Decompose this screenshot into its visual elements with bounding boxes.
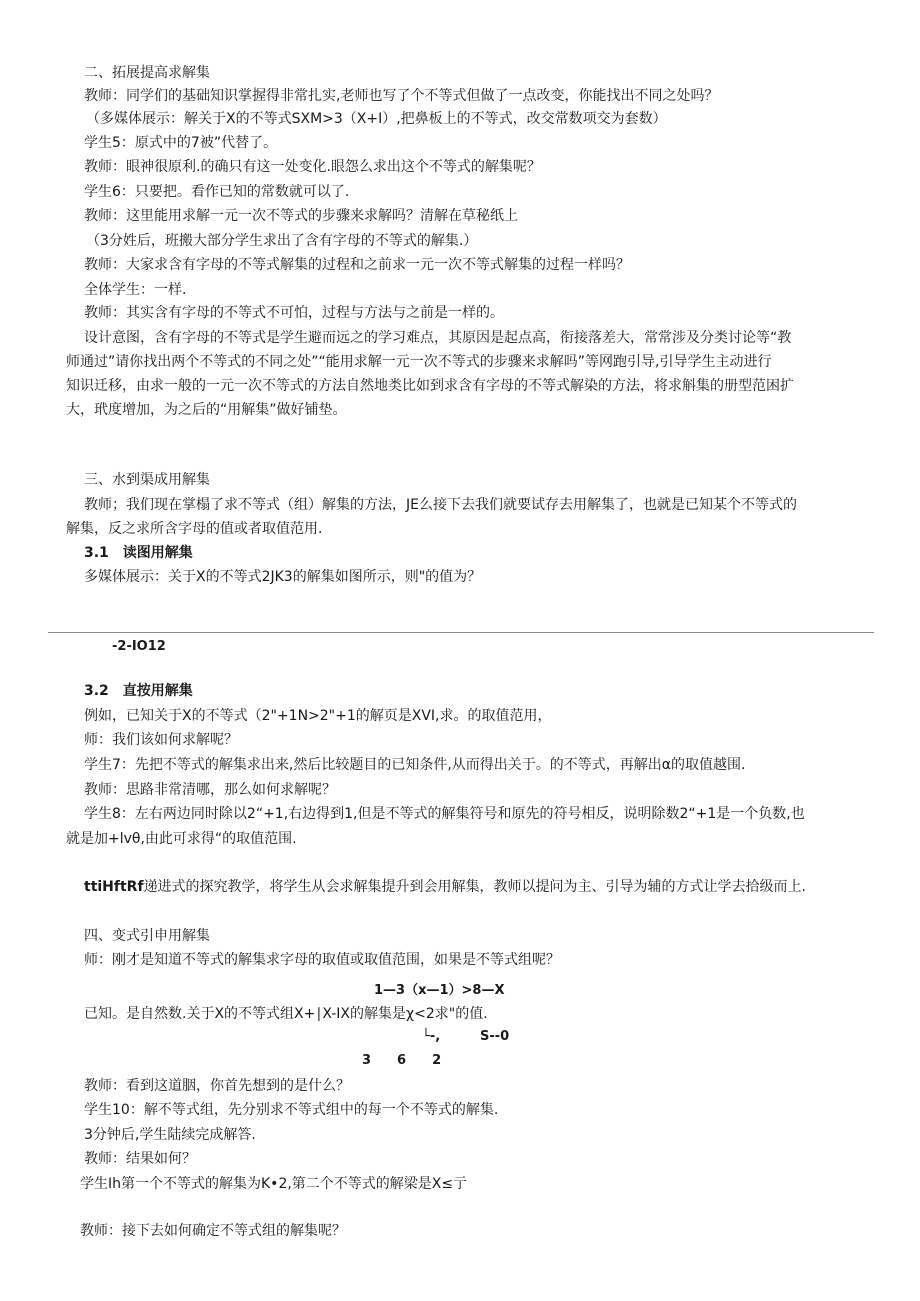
design-note-lead: ttiHftRf <box>84 879 144 895</box>
student-line: 学生Ih第一个不等式的解集为K•2,第二个不等式的解梁是X≤亍 <box>80 1176 468 1192</box>
students-line: 全体学生：一样. <box>84 282 187 298</box>
teacher-line: 教师：同学们的基础知识掌握得非常扎实,老师也写了个不等式但做了一点改变，你能找出不同之处吗？ <box>84 88 719 104</box>
teacher-line: 教师：眼神很原利.的确只有这一处变化.眼怨么求出这个不等式的解集呢？ <box>84 159 541 175</box>
student-line: 学生5：原式中的7被”代替了。 <box>84 135 278 151</box>
design-intent-line: 知识迁移，由求一般的一元一次不等式的方法自然地类比如到求含有字母的不等式解染的方法，将求斛集的册型范困扩 <box>66 378 794 394</box>
class-note: 3分钟后,学生陆续完成解答. <box>84 1127 256 1143</box>
design-note-text: 递进式的探究教学，将学生从会求解集提升到会用解集，教师以提问为主、引导为辅的方式让学去拾级而上. <box>143 879 807 895</box>
subsection-3-2-heading: 3.2 直按用解集 <box>84 683 193 699</box>
teacher-line: 教师：大家求含有字母的不等式解集的过程和之前求一元一次不等式解集的过程一样吗？ <box>84 257 630 273</box>
student-line: 学生6：只要把。看作已知的常数就可以了. <box>84 184 350 200</box>
teacher-line: 教师：看到这道胭，你首先想到的是什么？ <box>84 1078 350 1094</box>
student-line: 学生8：左右两边同时除以2“+1,右边得到1,但是不等式的解集符号和原先的符号相反，说明除数2“+1是一个负数,也 <box>84 806 805 822</box>
number-line <box>48 632 874 633</box>
student-line: 学生10：解不等式组，先分别求不等式组中的每一个不等式的解集. <box>84 1102 499 1118</box>
student-line: 学生7：先把不等式的解集求出来,然后比较题目的已知条件,从而得出关于。的不等式，再解出α的取值越围. <box>84 757 746 773</box>
media-note: （多媒体展示：解关于X的不等式SXM>3（X+I）,把鼻板上的不等式，改交常数项交为套数） <box>86 111 667 127</box>
inequality-system-line-2a: └-, <box>422 1029 441 1044</box>
teacher-line: 教师：结果如何？ <box>84 1151 196 1167</box>
teacher-line: 教师；我们现在掌榻了求不等式（组）解集的方法，JE么接下去我们就要试存去用解集了，也就是已知某个不等式的 <box>84 497 797 513</box>
class-note: （3分姓后，班搬大部分学生求出了含有字母的不等式的解集.） <box>86 233 478 249</box>
design-note <box>84 877 806 897</box>
teacher-line: 教师：其实含有字母的不等式不可怕，过程与方法与之前是一样的。 <box>84 305 504 321</box>
inequality-system-line-2b: S--0 <box>480 1029 510 1044</box>
media-line: 多媒体展示：关于X的不等式2JK3的解集如图所示，则"的值为？ <box>84 569 482 585</box>
problem-line: 已知。是自然数.关于X的不等式组X+∣X-IX的解集是χ<2求"的值. <box>84 1006 488 1022</box>
inequality-system-denominators: 3 6 2 <box>362 1053 442 1068</box>
teacher-line: 师：我们该如何求解呢？ <box>84 732 238 748</box>
inequality-system-line-1: 1—3（x—1）>8—X <box>374 983 505 998</box>
teacher-line: 教师：接下去如何确定不等式组的解集呢？ <box>80 1223 346 1239</box>
section-4-heading: 四、变式引申用解集 <box>84 928 210 944</box>
design-intent-line: 大，玳度增加，为之后的“用解集”做好铺垫。 <box>66 402 347 418</box>
student-line: 就是加+lvθ,由此可求得“的取值范围. <box>66 831 297 847</box>
number-line-labels: -2-IO12 <box>112 639 166 654</box>
example-line: 例如，已知关于X的不等式（2"+1N>2"+1的解页是XVI,求。的取值范用， <box>84 708 552 724</box>
teacher-line: 师：刚才是知道不等式的解集求字母的取值或取值范围，如果是不等式组呢？ <box>84 952 560 968</box>
design-intent-line: 设计意图，含有字母的不等式是学生避而远之的学习难点，其原因是起点高，衔接落差大，常常涉及分类讨论等“教 <box>84 330 792 346</box>
section-3-heading: 三、水到渠成用解集 <box>84 472 210 488</box>
teacher-line: 教师：这里能用求解一元一次不等式的步骤来求解吗？清解在草秘纸上 <box>84 208 518 224</box>
section-2-heading: 二、拓展提高求解集 <box>84 65 210 81</box>
teacher-line: 解集，反之求所含字母的值或者取值范用. <box>66 521 323 537</box>
teacher-line: 教师：思路非常清哪，那么如何求解呢？ <box>84 782 336 798</box>
design-intent-line: 师通过”请你找出两个不等式的不同之处”“能用求解一元一次不等式的步骤来求解吗”等网跑引导,引导学生主动进行 <box>66 354 772 370</box>
subsection-3-1-heading: 3.1 读图用解集 <box>84 545 193 561</box>
